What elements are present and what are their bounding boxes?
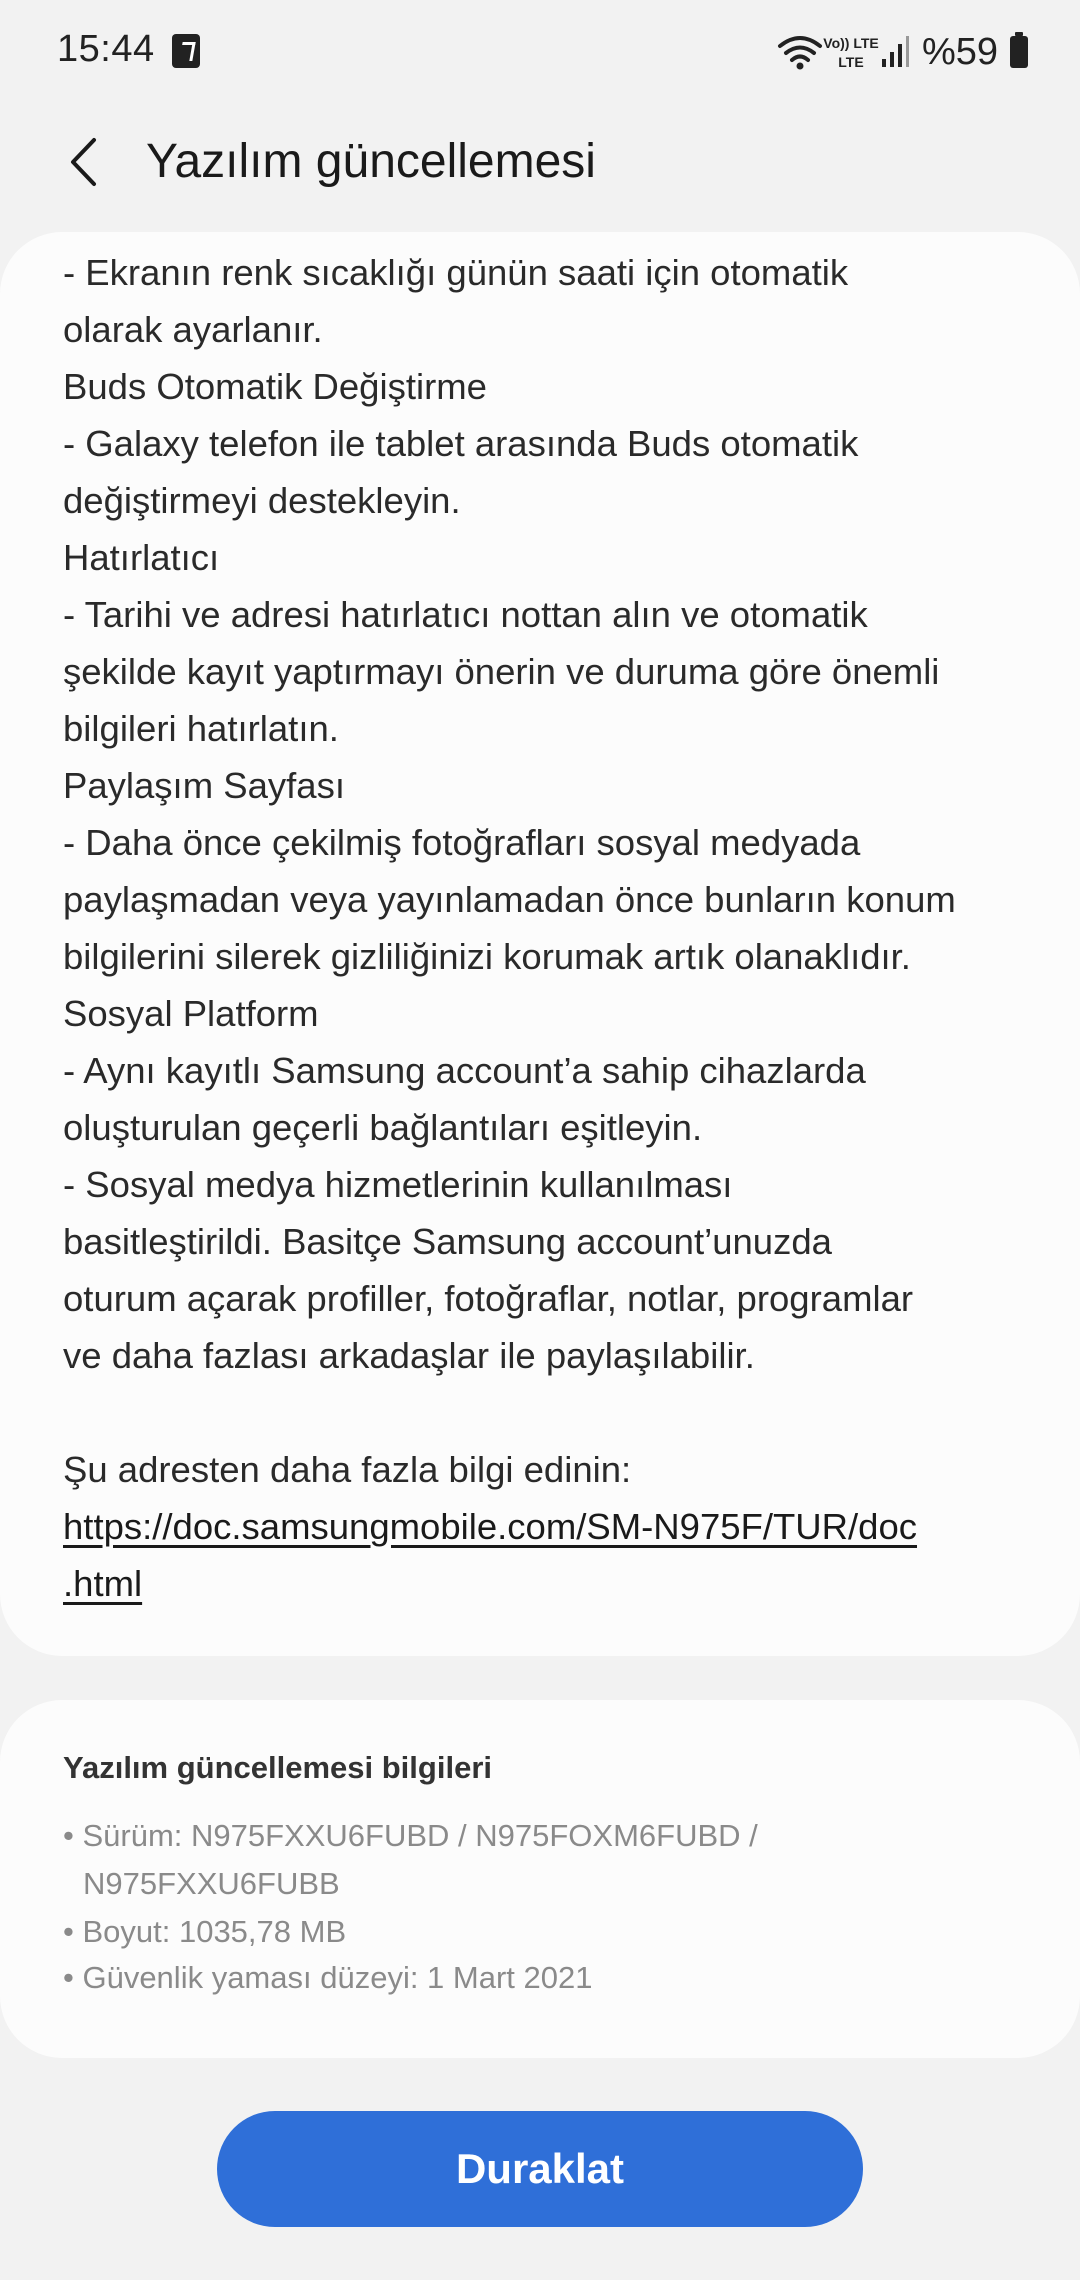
release-notes-card[interactable] [0,232,1080,1656]
notes-line: Paylaşım Sayfası [63,765,345,806]
version-info-continued: N975FXXU6FUBB [83,1866,340,1901]
notes-line: ve daha fazlası arkadaşlar ile paylaşılabilir. [63,1335,755,1376]
svg-text:LTE: LTE [838,54,864,70]
app-notification-icon [172,34,200,68]
notes-line: - Sosyal medya hizmetlerinin kullanılması [63,1164,733,1205]
notes-line: değiştirmeyi destekleyin. [63,480,461,521]
security-patch-info: • Güvenlik yaması düzeyi: 1 Mart 2021 [63,1960,593,1995]
chevron-left-icon [68,137,100,187]
notes-line: basitleştirildi. Basitçe Samsung account’unuzda [63,1221,832,1262]
notes-line: - Aynı kayıtlı Samsung account’a sahip cihazlarda [63,1050,866,1091]
battery-icon [1010,36,1028,68]
volte-label: Vo)) LTE [823,35,879,51]
status-icons [778,28,1028,76]
notes-line: Sosyal Platform [63,993,319,1034]
notes-line: oluşturulan geçerli bağlantıları eşitleyin. [63,1107,703,1148]
more-info-label: Şu adresten daha fazla bilgi edinin: [63,1449,632,1490]
pause-button[interactable]: Duraklat [217,2111,863,2227]
notes-line: bilgilerini silerek gizliliğinizi korumak artık olanaklıdır. [63,936,911,977]
size-info: • Boyut: 1035,78 MB [63,1914,347,1949]
notes-line: Hatırlatıcı [63,537,220,578]
app-bar [0,104,1080,220]
update-info-list [63,1812,758,2000]
notes-line: - Daha önce çekilmiş fotoğrafları sosyal medyada [63,822,861,863]
update-info-title: Yazılım güncellemesi bilgileri [63,1750,492,1785]
notes-line: bilgileri hatırlatın. [63,708,339,749]
notes-line: - Galaxy telefon ile tablet arasında Buds otomatik [63,423,859,464]
status-bar [0,0,1080,104]
notes-line: şekilde kayıt yaptırmayı önerin ve duruma göre önemli [63,651,940,692]
release-notes-text [63,224,1023,1612]
page-title: Yazılım güncellemesi [146,135,596,188]
more-info-link-continued[interactable]: .html [63,1563,143,1604]
signal-icon [880,35,910,69]
notes-line: - Ekranın renk sıcaklığı günün saati için otomatik [63,252,849,293]
notes-line: - Tarihi ve adresi hatırlatıcı nottan alın ve otomatik [63,594,868,635]
version-info: • Sürüm: N975FXXU6FUBD / N975FOXM6FUBD / [63,1818,758,1853]
notes-line: olarak ayarlanır. [63,309,323,350]
status-time: 15:44 [57,28,155,70]
battery-percentage: %59 [921,30,998,73]
wifi-icon [778,34,822,70]
notes-line: oturum açarak profiller, fotoğraflar, notlar, programlar [63,1278,914,1319]
notes-line: paylaşmadan veya yayınlamadan önce bunların konum [63,879,956,920]
volte-lte-icon [823,32,879,72]
update-info-card [0,1700,1080,2058]
back-button[interactable] [44,122,124,202]
more-info-link[interactable]: https://doc.samsungmobile.com/SM-N975F/TUR/doc [63,1506,918,1547]
notes-line: Buds Otomatik Değiştirme [63,366,487,407]
